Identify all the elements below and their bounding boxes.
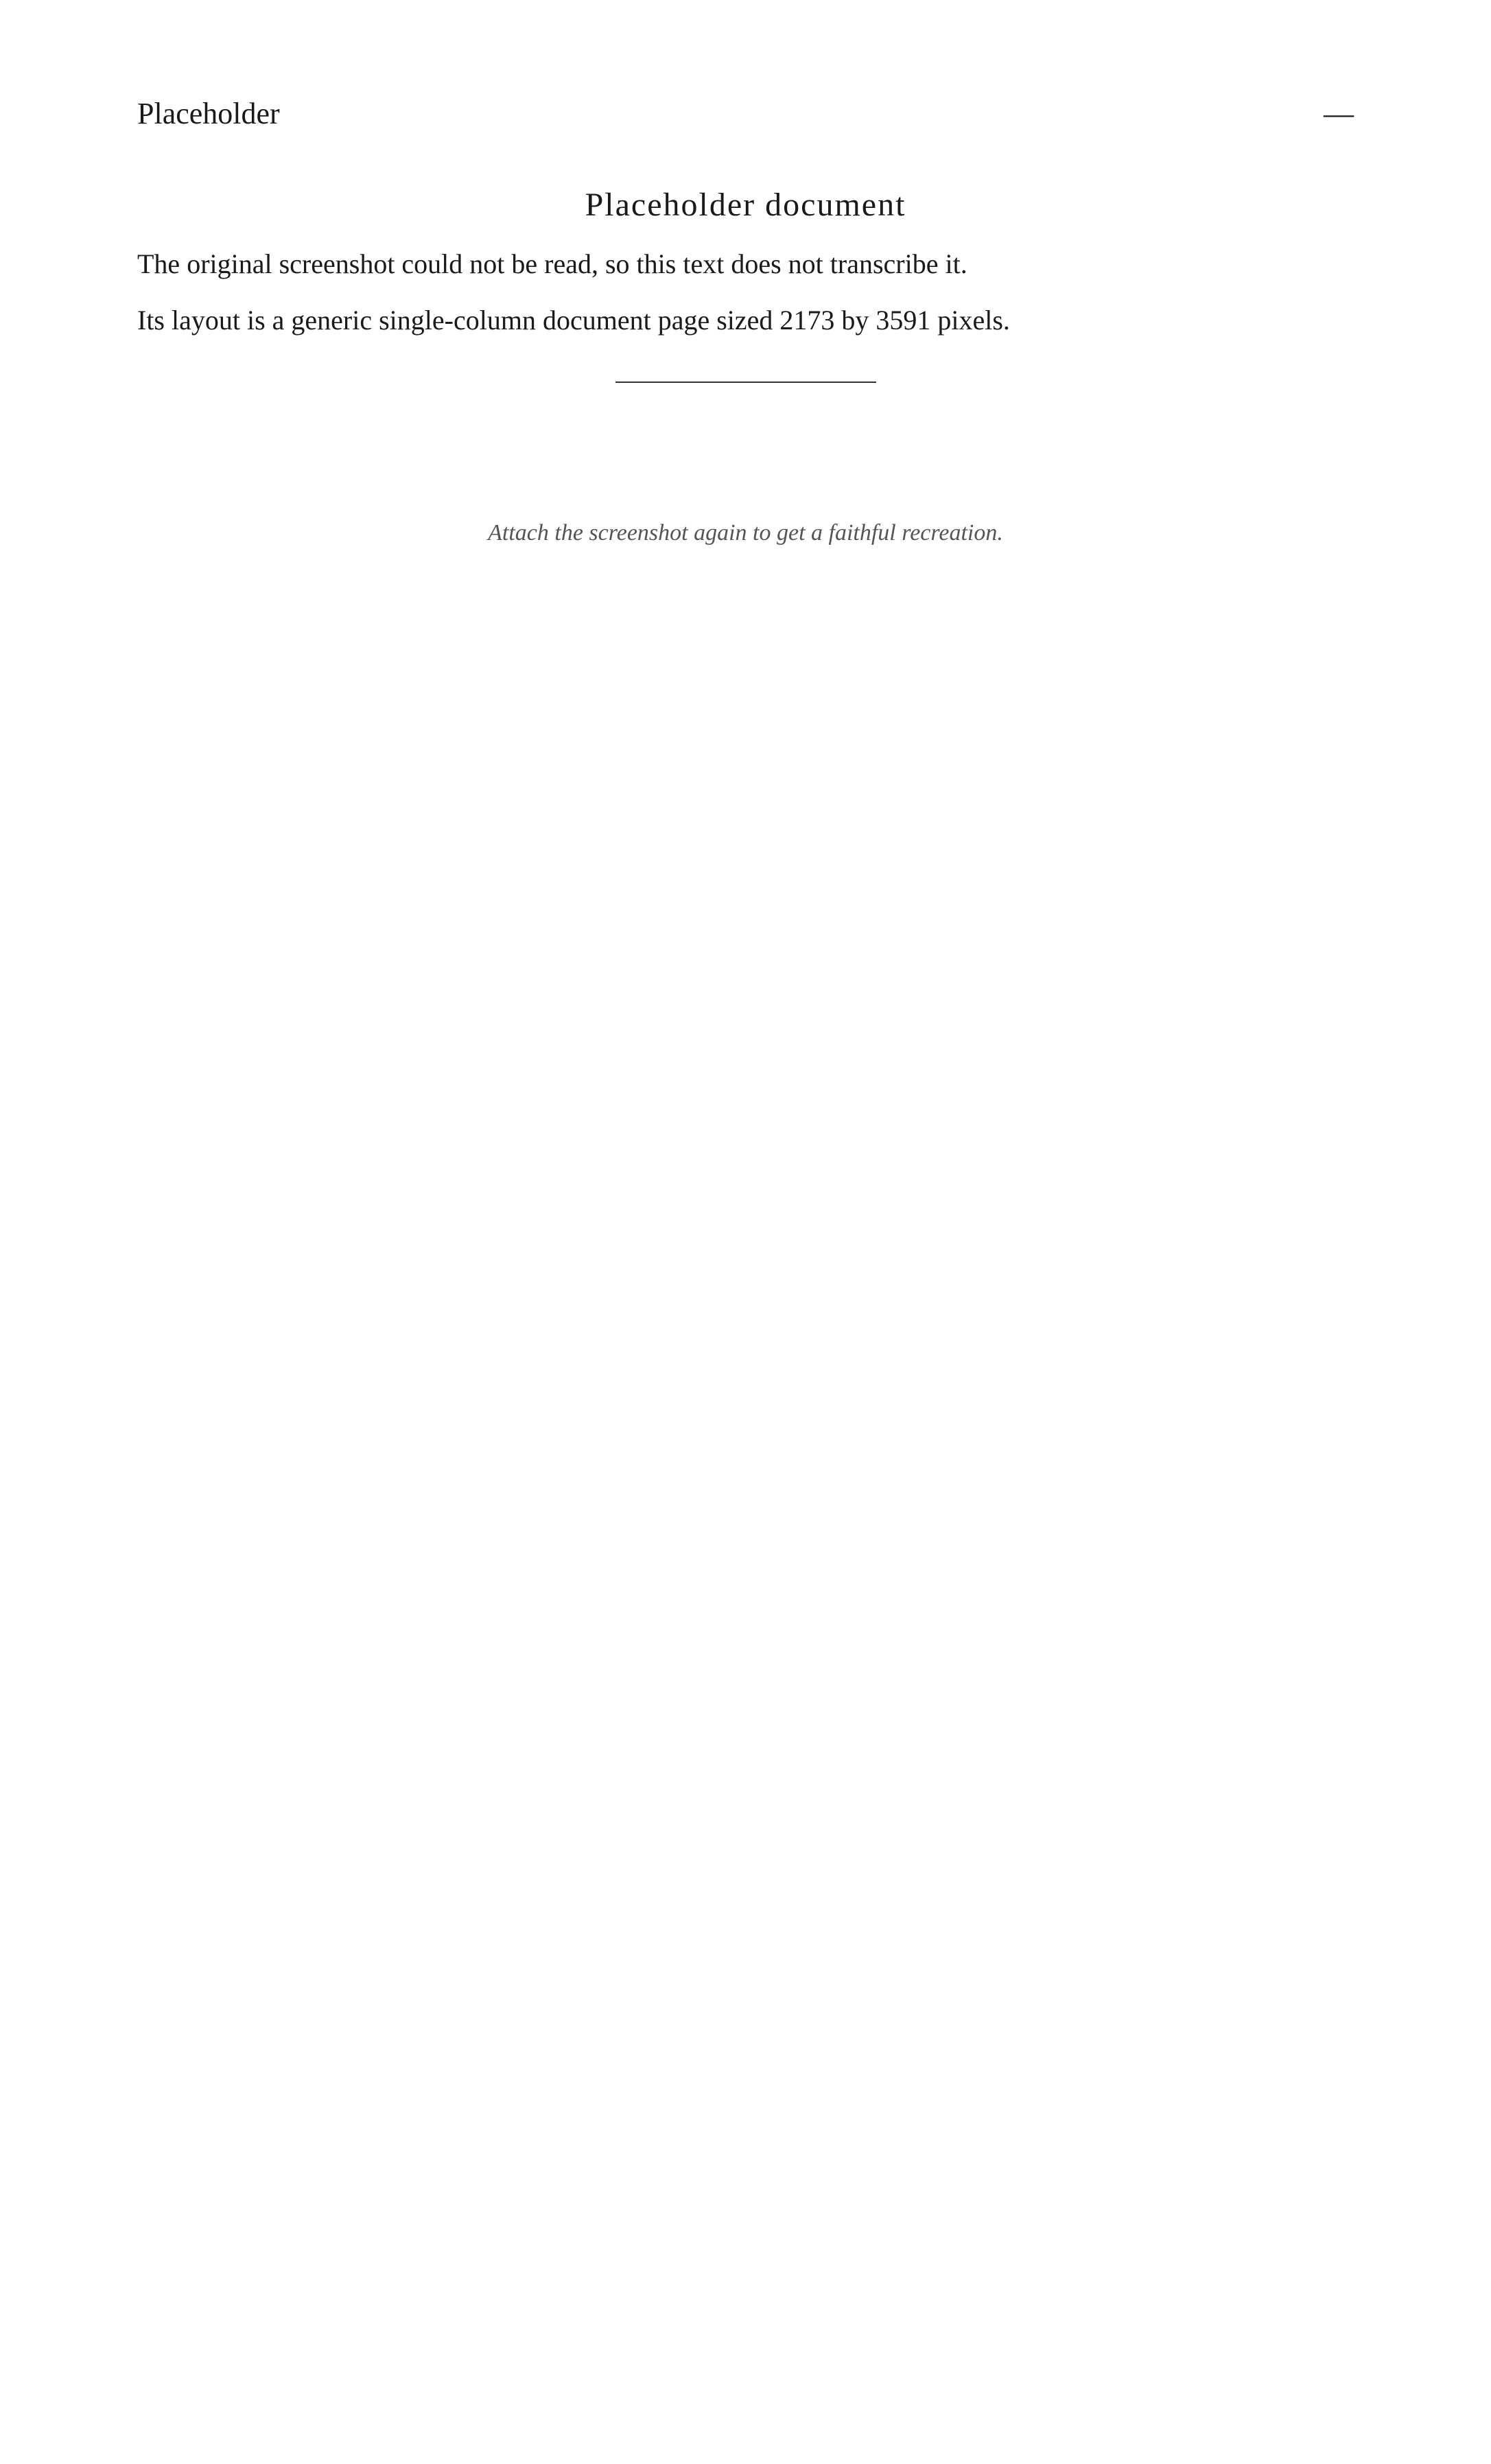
section-title: Placeholder document xyxy=(585,187,906,223)
page-number: — xyxy=(1324,97,1354,130)
section-divider xyxy=(615,382,876,383)
paragraph: The original screenshot could not be read, so this text does not transcribe it. xyxy=(137,248,967,279)
page-header xyxy=(137,96,1354,131)
header-left: Placeholder xyxy=(137,97,280,130)
paragraph: Its layout is a generic single-column document page sized 2173 by 3591 pixels. xyxy=(137,305,1010,336)
placeholder-notice: Attach the screenshot again to get a faithful recreation. xyxy=(488,520,1003,545)
